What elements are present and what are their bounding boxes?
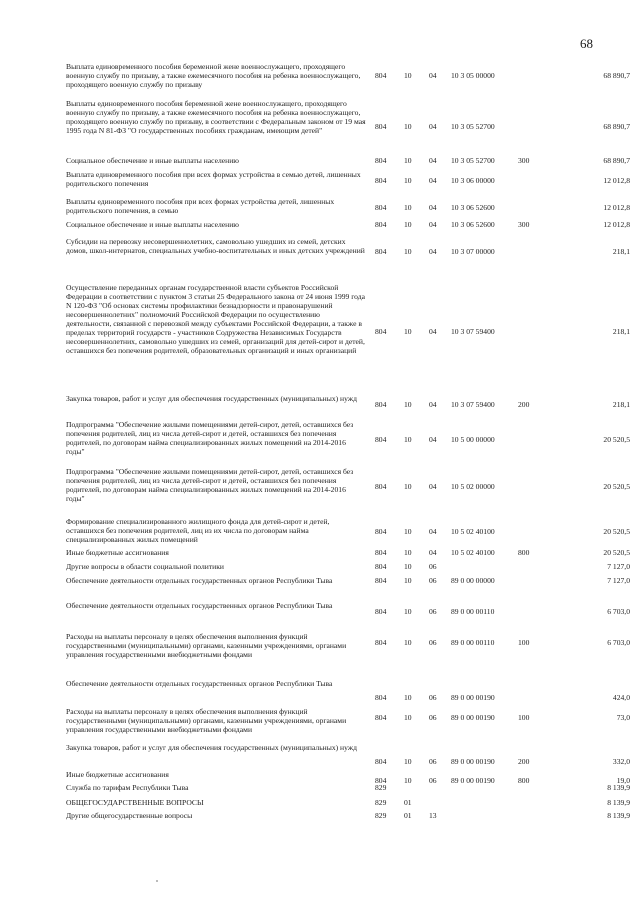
cell-amount: 20 520,5 xyxy=(603,548,630,557)
cell-podrazdel: 04 xyxy=(429,400,437,409)
cell-grbs: 804 xyxy=(375,327,387,336)
cell-amount: 7 127,0 xyxy=(607,576,630,585)
cell-podrazdel: 06 xyxy=(429,776,437,785)
cell-grbs: 804 xyxy=(375,203,387,212)
cell-grbs: 804 xyxy=(375,757,387,766)
cell-grbs: 804 xyxy=(375,576,387,585)
cell-grbs: 804 xyxy=(375,176,387,185)
row-description: Обеспечение деятельности отдельных государственных органов Республики Тыва xyxy=(66,679,333,688)
cell-razdel: 10 xyxy=(404,607,412,616)
row-description: Формирование специализированного жилищного фонда для детей-сирот и детей, оставшихся без попечения родителей, лиц из их числа по договорам найма специализированных жилых помещений xyxy=(66,517,330,544)
cell-target-article: 10 3 05 00000 xyxy=(451,71,495,80)
row-description: Обеспечение деятельности отдельных государственных органов Республики Тыва xyxy=(66,576,333,585)
cell-amount: 68 890,7 xyxy=(603,71,630,80)
cell-target-article: 10 3 06 52600 xyxy=(451,220,495,229)
cell-amount: 20 520,5 xyxy=(603,527,630,536)
cell-grbs: 804 xyxy=(375,527,387,536)
row-description: ОБЩЕГОСУДАРСТВЕННЫЕ ВОПРОСЫ xyxy=(66,798,204,807)
cell-target-article: 10 3 05 52700 xyxy=(451,122,495,131)
cell-grbs: 804 xyxy=(375,71,387,80)
cell-expense-type: 800 xyxy=(518,776,530,785)
cell-podrazdel: 04 xyxy=(429,203,437,212)
cell-amount: 12 012,8 xyxy=(603,203,630,212)
cell-grbs: 804 xyxy=(375,607,387,616)
cell-amount: 6 703,0 xyxy=(607,638,630,647)
row-description: Другие вопросы в области социальной политики xyxy=(66,562,224,571)
row-description: Расходы на выплаты персоналу в целях обеспечения выполнения функций государственными (муниципальными) органами, казенными учреждениями, органами управления государственными внебюджетными фондами xyxy=(66,707,347,734)
cell-amount: 20 520,5 xyxy=(603,482,630,491)
cell-razdel: 01 xyxy=(404,811,412,820)
cell-target-article: 89 0 00 00190 xyxy=(451,757,495,766)
cell-amount: 20 520,5 xyxy=(603,435,630,444)
cell-podrazdel: 06 xyxy=(429,757,437,766)
cell-razdel: 10 xyxy=(404,400,412,409)
cell-expense-type: 200 xyxy=(518,757,530,766)
cell-podrazdel: 06 xyxy=(429,576,437,585)
cell-podrazdel: 04 xyxy=(429,527,437,536)
cell-target-article: 10 3 06 00000 xyxy=(451,176,495,185)
cell-razdel: 10 xyxy=(404,638,412,647)
cell-grbs: 829 xyxy=(375,798,387,807)
cell-grbs: 804 xyxy=(375,638,387,647)
cell-razdel: 10 xyxy=(404,562,412,571)
cell-razdel: 10 xyxy=(404,435,412,444)
cell-grbs: 829 xyxy=(375,783,387,792)
cell-amount: 332,0 xyxy=(612,757,630,766)
cell-target-article: 89 0 00 00190 xyxy=(451,776,495,785)
cell-podrazdel: 06 xyxy=(429,562,437,571)
cell-expense-type: 800 xyxy=(518,548,530,557)
cell-target-article: 89 0 00 00190 xyxy=(451,713,495,722)
cell-target-article: 10 3 07 59400 xyxy=(451,327,495,336)
cell-razdel: 10 xyxy=(404,757,412,766)
cell-razdel: 10 xyxy=(404,203,412,212)
cell-razdel: 10 xyxy=(404,71,412,80)
cell-amount: 218,1 xyxy=(612,247,630,256)
row-description: Подпрограмма "Обеспечение жилыми помещениями детей-сирот, детей, оставшихся без попечения родителей, лиц из числа детей-сирот и детей, оставшихся без попечения родителей, по договорам найма специализированных жилых помещений на 2014-2016 годы" xyxy=(66,467,354,503)
cell-razdel: 10 xyxy=(404,247,412,256)
row-description: Расходы на выплаты персоналу в целях обеспечения выполнения функций государственными (муниципальными) органами, казенными учреждениями, органами управления государственными внебюджетными фондами xyxy=(66,632,347,659)
cell-target-article: 10 3 05 52700 xyxy=(451,156,495,165)
cell-razdel: 10 xyxy=(404,122,412,131)
cell-razdel: 10 xyxy=(404,576,412,585)
row-description: Иные бюджетные ассигнования xyxy=(66,548,169,557)
row-description: Социальное обеспечение и иные выплаты населению xyxy=(66,156,239,165)
cell-grbs: 804 xyxy=(375,548,387,557)
cell-target-article: 10 5 02 40100 xyxy=(451,527,495,536)
row-description: Выплаты единовременного пособия беременной жене военнослужащего, проходящего военную службу по призыву, а также ежемесячного пособия на ребенка военнослужащего, проходящего военную службу по призыву, в соответствии с Федеральным законом от 19 мая 1995 года N 81-ФЗ "О государственных пособиях гражданам, имеющим детей" xyxy=(66,99,366,135)
scan-dot xyxy=(156,880,158,882)
cell-target-article: 89 0 00 00000 xyxy=(451,576,495,585)
row-description: Служба по тарифам Республики Тыва xyxy=(66,783,189,792)
row-description: Закупка товаров, работ и услуг для обеспечения государственных (муниципальных) нужд xyxy=(66,394,357,403)
cell-grbs: 804 xyxy=(375,435,387,444)
cell-expense-type: 100 xyxy=(518,713,530,722)
cell-grbs: 804 xyxy=(375,776,387,785)
page-number: 68 xyxy=(580,36,593,51)
cell-expense-type: 300 xyxy=(518,156,530,165)
row-description: Выплата единовременного пособия беременной жене военнослужащего, проходящего военную службу по призыву, а также ежемесячного пособия на ребенка военнослужащего, проходящего военную службу по призыву xyxy=(66,62,361,89)
cell-grbs: 804 xyxy=(375,156,387,165)
cell-podrazdel: 13 xyxy=(429,811,437,820)
row-description: Субсидии на перевозку несовершеннолетних, самовольно ушедших из семей, детских домов, школ-интернатов, специальных учебно-воспитательных и иных детских учреждений xyxy=(66,237,365,255)
cell-razdel: 10 xyxy=(404,527,412,536)
cell-podrazdel: 06 xyxy=(429,713,437,722)
cell-podrazdel: 04 xyxy=(429,482,437,491)
cell-podrazdel: 06 xyxy=(429,693,437,702)
cell-razdel: 10 xyxy=(404,482,412,491)
cell-razdel: 01 xyxy=(404,798,412,807)
cell-grbs: 804 xyxy=(375,122,387,131)
cell-podrazdel: 04 xyxy=(429,71,437,80)
cell-razdel: 10 xyxy=(404,156,412,165)
cell-razdel: 10 xyxy=(404,220,412,229)
cell-amount: 218,1 xyxy=(612,400,630,409)
cell-amount: 218,1 xyxy=(612,327,630,336)
cell-amount: 8 139,9 xyxy=(607,811,630,820)
cell-target-article: 10 3 07 00000 xyxy=(451,247,495,256)
row-description: Социальное обеспечение и иные выплаты населению xyxy=(66,220,239,229)
row-description: Осуществление переданных органам государственной власти субъектов Российской Федерации в соответствии с пунктом 3 статьи 25 Федерального закона от 24 июня 1999 года N 120-ФЗ "Об основах системы профилактики безнадзорности и правонарушений несовершеннолетних" полномочий Российской Федерации по осуществлению деятельности, связанной с перевозкой между субъектами Российской Федерации, а также в пределах территорий государств - участников Содружества Независимых Государств несовершеннолетних, самовольно ушедших из семей, организаций для детей-сирот и детей, оставшихся без попечения родителей, образовательных организаций и иных организаций xyxy=(66,283,365,355)
cell-grbs: 804 xyxy=(375,220,387,229)
cell-target-article: 10 5 00 00000 xyxy=(451,435,495,444)
cell-grbs: 804 xyxy=(375,713,387,722)
cell-amount: 12 012,8 xyxy=(603,220,630,229)
cell-amount: 68 890,7 xyxy=(603,122,630,131)
cell-grbs: 804 xyxy=(375,482,387,491)
cell-podrazdel: 04 xyxy=(429,548,437,557)
cell-target-article: 10 3 07 59400 xyxy=(451,400,495,409)
cell-podrazdel: 04 xyxy=(429,156,437,165)
cell-grbs: 804 xyxy=(375,400,387,409)
cell-amount: 7 127,0 xyxy=(607,562,630,571)
cell-razdel: 10 xyxy=(404,776,412,785)
cell-target-article: 10 3 06 52600 xyxy=(451,203,495,212)
cell-amount: 6 703,0 xyxy=(607,607,630,616)
row-description: Закупка товаров, работ и услуг для обеспечения государственных (муниципальных) нужд xyxy=(66,743,357,752)
cell-amount: 19,0 xyxy=(616,776,630,785)
cell-razdel: 10 xyxy=(404,693,412,702)
cell-amount: 68 890,7 xyxy=(603,156,630,165)
cell-razdel: 10 xyxy=(404,327,412,336)
cell-target-article: 89 0 00 00190 xyxy=(451,693,495,702)
row-description: Другие общегосударственные вопросы xyxy=(66,811,193,820)
cell-amount: 12 012,8 xyxy=(603,176,630,185)
cell-podrazdel: 04 xyxy=(429,435,437,444)
row-description: Выплата единовременного пособия при всех формах устройства в семью детей, лишенных родительского попечения xyxy=(66,170,361,188)
cell-amount: 8 139,9 xyxy=(607,783,630,792)
cell-expense-type: 300 xyxy=(518,220,530,229)
cell-podrazdel: 04 xyxy=(429,176,437,185)
cell-target-article: 89 0 00 00110 xyxy=(451,638,495,647)
cell-target-article: 10 5 02 00000 xyxy=(451,482,495,491)
row-description: Обеспечение деятельности отдельных государственных органов Республики Тыва xyxy=(66,601,333,610)
cell-expense-type: 200 xyxy=(518,400,530,409)
cell-podrazdel: 06 xyxy=(429,638,437,647)
cell-podrazdel: 04 xyxy=(429,220,437,229)
row-description: Иные бюджетные ассигнования xyxy=(66,770,169,779)
cell-expense-type: 100 xyxy=(518,638,530,647)
cell-razdel: 10 xyxy=(404,176,412,185)
cell-target-article: 89 0 00 00110 xyxy=(451,607,495,616)
cell-podrazdel: 04 xyxy=(429,327,437,336)
cell-razdel: 10 xyxy=(404,548,412,557)
cell-podrazdel: 06 xyxy=(429,607,437,616)
cell-grbs: 804 xyxy=(375,693,387,702)
cell-grbs: 804 xyxy=(375,247,387,256)
row-description: Подпрограмма "Обеспечение жилыми помещениями детей-сирот, детей, оставшихся без попечения родителей, лиц из числа детей-сирот и детей, оставшихся без попечения родителей, по договорам найма специализированных жилых помещений на 2014-2016 годы" xyxy=(66,420,354,456)
row-description: Выплаты единовременного пособия при всех формах устройства детей, лишенных родительского попечения, в семью xyxy=(66,197,335,215)
cell-razdel: 10 xyxy=(404,713,412,722)
cell-podrazdel: 04 xyxy=(429,122,437,131)
cell-grbs: 829 xyxy=(375,811,387,820)
cell-amount: 424,0 xyxy=(612,693,630,702)
cell-amount: 73,0 xyxy=(616,713,630,722)
cell-amount: 8 139,9 xyxy=(607,798,630,807)
cell-podrazdel: 04 xyxy=(429,247,437,256)
cell-grbs: 804 xyxy=(375,562,387,571)
cell-target-article: 10 5 02 40100 xyxy=(451,548,495,557)
